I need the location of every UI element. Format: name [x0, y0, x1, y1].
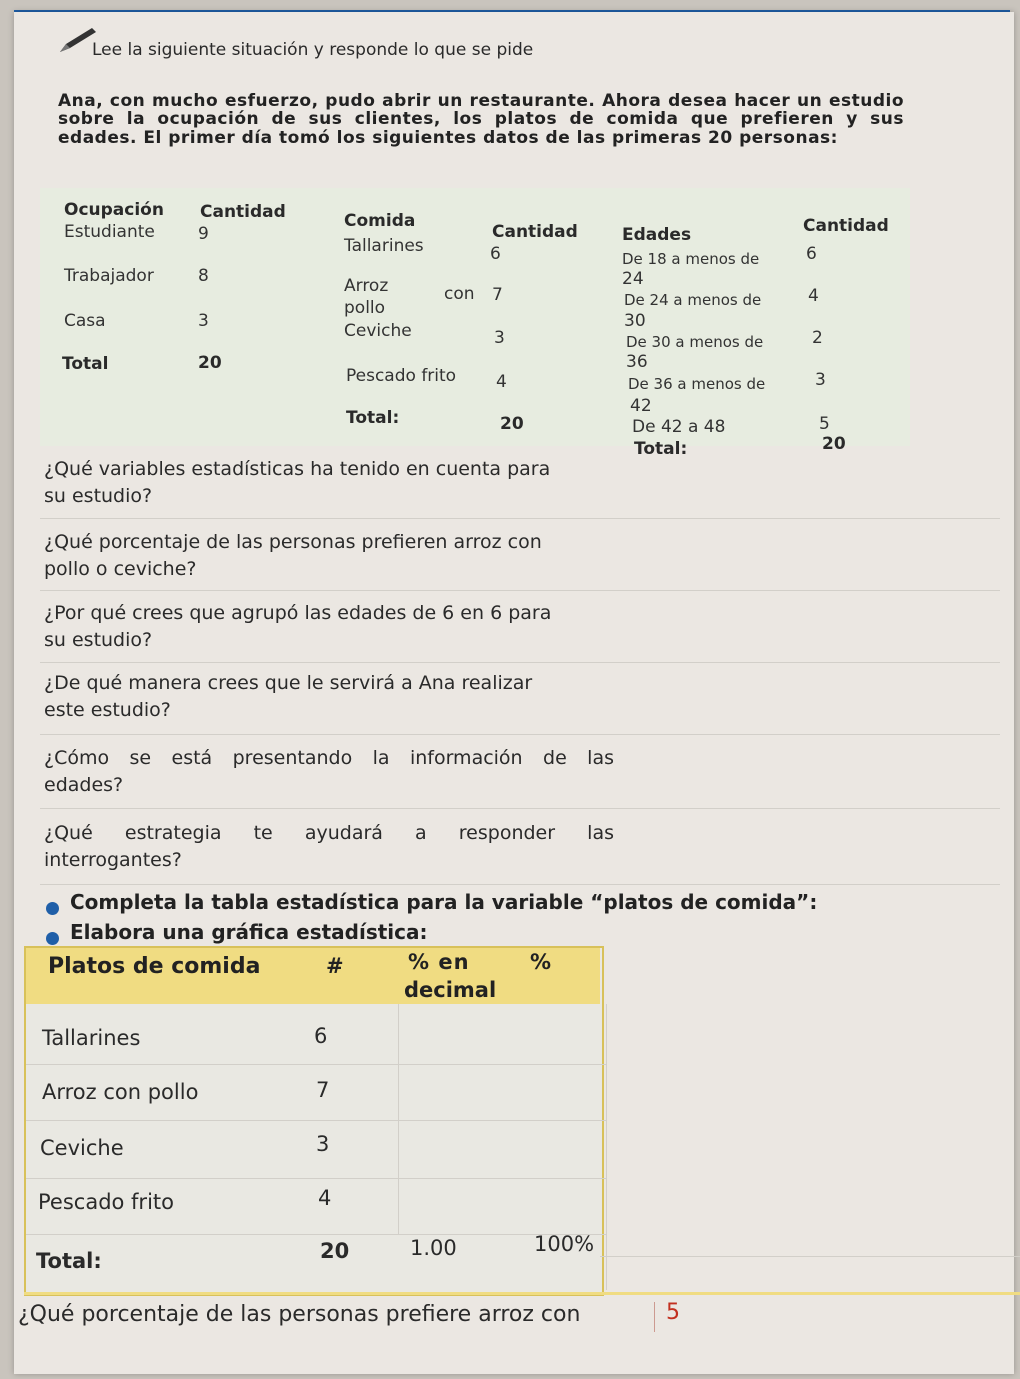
freq-total-decimal: 1.00	[410, 1236, 457, 1260]
col-divider	[606, 1004, 607, 1290]
margin-line	[654, 1302, 655, 1332]
edades-row-range: De 36 a menos de	[628, 375, 766, 393]
footer-question: ¿Qué porcentaje de las personas prefiere arroz con	[18, 1302, 581, 1327]
ocupacion-row-value: 9	[198, 224, 209, 244]
freq-row-count: 7	[316, 1078, 330, 1102]
question-5	[44, 745, 614, 798]
edades-row-value: 4	[808, 286, 819, 306]
question-text: pollo o ceviche?	[44, 557, 197, 580]
comida-row-label: pollo	[344, 298, 386, 318]
question-text: edades?	[44, 773, 124, 796]
edades-row-range-end: 42	[630, 396, 652, 416]
row-divider	[26, 1178, 606, 1179]
row-divider	[26, 1120, 606, 1121]
ocupacion-row-value: 3	[198, 311, 209, 331]
comida-total-value: 20	[500, 414, 524, 434]
comida-row-value: 7	[492, 285, 503, 305]
freq-total-label: Total:	[36, 1249, 102, 1273]
edades-row-range: De 18 a menos de	[622, 250, 760, 268]
freq-row-plato: Ceviche	[40, 1136, 124, 1160]
edades-row-value: 5	[819, 414, 830, 434]
freq-row-plato: Arroz con pollo	[42, 1080, 199, 1104]
question-1	[44, 456, 614, 509]
freq-row-plato: Tallarines	[42, 1026, 141, 1050]
col-divider	[398, 1004, 399, 1234]
comida-row-label: Ceviche	[344, 321, 412, 341]
answer-line	[600, 1256, 1020, 1257]
freq-row-count: 3	[316, 1132, 330, 1156]
ocupacion-total-value: 20	[198, 353, 222, 373]
edades-header: Edades	[622, 225, 692, 245]
comida-row-label: Tallarines	[344, 236, 424, 256]
answer-line	[40, 884, 1000, 885]
header-decimal-line1: % en	[408, 950, 470, 974]
comida-row-value: 3	[494, 328, 505, 348]
table-bottom-border	[24, 1292, 1020, 1295]
bullet-icon	[46, 902, 59, 915]
row-divider	[26, 1234, 606, 1235]
freq-row-plato: Pescado frito	[38, 1190, 174, 1214]
task-complete-table: Completa la tabla estadística para la variable “platos de comida”:	[70, 890, 818, 914]
edades-cantidad-header: Cantidad	[803, 216, 889, 236]
ocupacion-row-label: Casa	[64, 311, 106, 331]
ocupacion-row-value: 8	[198, 266, 209, 286]
instruction-text: Lee la siguiente situación y responde lo que se pide	[92, 40, 534, 60]
edades-row-range: De 30 a menos de	[626, 333, 764, 351]
edades-row-range: De 24 a menos de	[624, 291, 762, 309]
intro-paragraph: Ana, con mucho esfuerzo, pudo abrir un restaurante. Ahora desea hacer un estudio sobre la ocupación de sus clientes, los platos de comida que prefieren y sus edades. El primer día tomó los siguientes datos de las primeras 20 personas:	[58, 91, 904, 148]
bullet-icon	[46, 932, 59, 945]
comida-row-value: 6	[490, 244, 501, 264]
comida-row-label: con	[444, 284, 475, 304]
comida-row-value: 4	[496, 372, 507, 392]
comida-cantidad-header: Cantidad	[492, 222, 578, 242]
question-text: su estudio?	[44, 484, 153, 507]
edades-row-range-end: 36	[626, 352, 648, 372]
ocupacion-row-label: Estudiante	[64, 222, 155, 242]
answer-line	[40, 662, 1000, 663]
ocupacion-row-label: Trabajador	[64, 266, 154, 286]
edades-total-value: 20	[822, 434, 846, 454]
ocupacion-header: Ocupación	[64, 200, 164, 220]
edades-total-label: Total:	[634, 439, 688, 459]
comida-header: Comida	[344, 211, 416, 231]
freq-total-percent: 100%	[534, 1232, 595, 1256]
comida-total-label: Total:	[346, 408, 400, 428]
question-text: su estudio?	[44, 628, 153, 651]
comida-row-label: Pescado frito	[346, 366, 457, 386]
ocupacion-total-label: Total	[62, 354, 109, 374]
question-3	[44, 600, 614, 653]
comida-row-label: Arroz	[344, 276, 389, 296]
edades-row-range: De 42 a 48	[632, 417, 726, 437]
header-count: #	[326, 954, 344, 978]
header-decimal-line2: decimal	[404, 978, 497, 1002]
data-tables-panel	[40, 188, 910, 446]
edades-row-range-end: 30	[624, 311, 646, 331]
task-make-graph: Elabora una gráfica estadística:	[70, 920, 428, 944]
freq-row-count: 6	[314, 1024, 328, 1048]
edades-row-value: 3	[815, 370, 826, 390]
answer-line	[40, 590, 1000, 591]
header-percent: %	[530, 950, 552, 974]
ocupacion-cantidad-header: Cantidad	[200, 202, 286, 222]
question-text: interrogantes?	[44, 848, 182, 871]
question-text: ¿Por qué crees que agrupó las edades de 6 en 6 para	[44, 602, 552, 624]
question-text: este estudio?	[44, 698, 171, 721]
edades-row-range-end: 24	[622, 269, 644, 289]
answer-line	[40, 518, 1000, 519]
question-text: ¿Cómo se está presentando la información de las	[44, 747, 614, 769]
question-text: ¿Qué variables estadísticas ha tenido en cuenta para	[44, 458, 551, 480]
footer-handwritten-answer: 5	[666, 1300, 680, 1325]
question-text: ¿Qué porcentaje de las personas prefieren arroz con	[44, 531, 542, 553]
edades-row-value: 6	[806, 244, 817, 264]
header-platos: Platos de comida	[48, 954, 261, 979]
freq-total-count: 20	[320, 1239, 350, 1263]
question-text: ¿Qué estrategia te ayudará a responder las	[44, 822, 614, 844]
question-4	[44, 670, 614, 723]
edades-row-value: 2	[812, 328, 823, 348]
freq-row-count: 4	[318, 1186, 332, 1210]
question-2	[44, 529, 614, 582]
row-divider	[26, 1064, 606, 1065]
question-text: ¿De qué manera crees que le servirá a Ana realizar	[44, 672, 533, 694]
question-6	[44, 820, 614, 873]
answer-line	[40, 808, 1000, 809]
answer-line	[40, 734, 1000, 735]
